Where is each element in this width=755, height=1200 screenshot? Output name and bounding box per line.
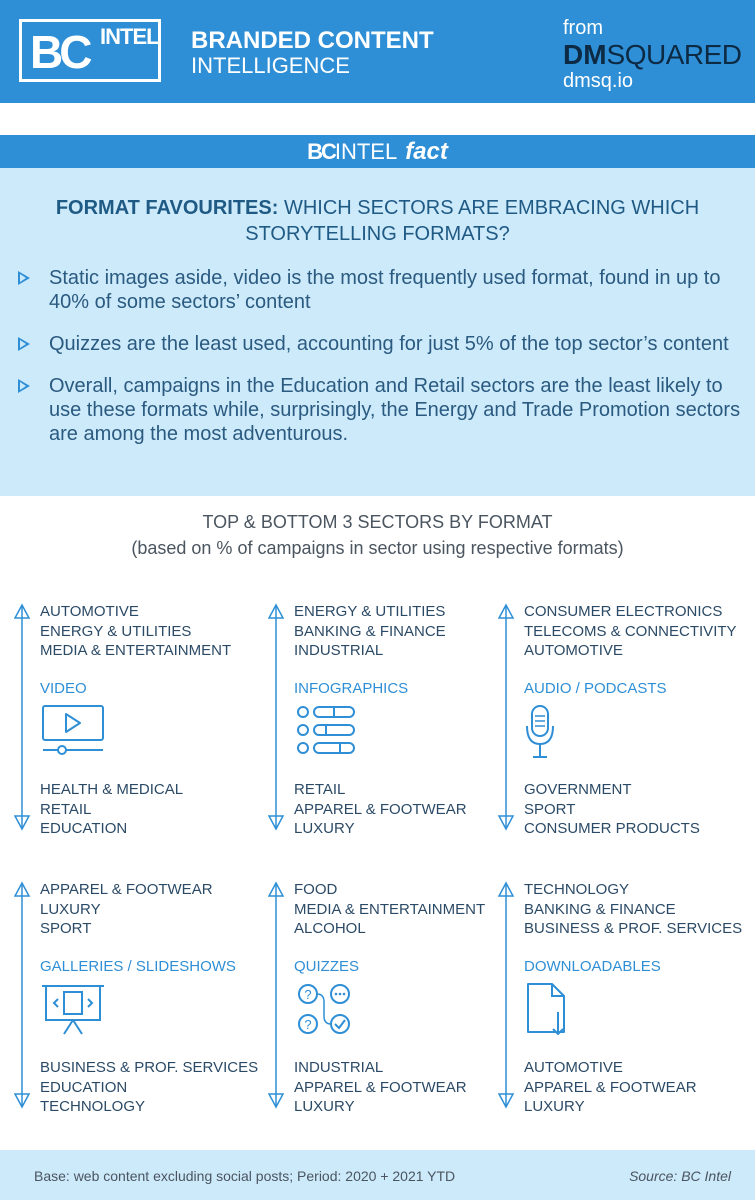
logo-bc-text: BC — [30, 26, 89, 78]
format-cell-video — [14, 602, 254, 842]
sector-item: MEDIA & ENTERTAINMENT — [294, 900, 486, 918]
double-arrow-axis-icon — [14, 602, 38, 842]
site-link[interactable]: dmsq.io — [563, 70, 634, 92]
sector-item: APPAREL & FOOTWEAR — [294, 1078, 467, 1096]
sector-item: APPAREL & FOOTWEAR — [40, 881, 213, 898]
bullet-list — [18, 266, 743, 464]
sector-item: LUXURY — [524, 1098, 585, 1115]
intro-panel — [0, 168, 755, 496]
sector-item: LUXURY — [40, 900, 101, 918]
bottom-sectors-list — [294, 780, 467, 839]
sector-item: EDUCATION — [40, 1078, 128, 1096]
sector-item: RETAIL — [40, 800, 92, 818]
dm-text: DM — [563, 39, 607, 70]
format-label: DOWNLOADABLES — [524, 958, 661, 975]
fact-bar — [0, 135, 755, 168]
sector-item: EDUCATION — [40, 820, 128, 837]
sector-item: ENERGY & UTILITIES — [294, 603, 446, 620]
top-sectors-list — [40, 602, 231, 661]
format-cell-quizzes — [268, 880, 508, 1120]
download-icon — [524, 982, 590, 1038]
double-arrow-axis-icon — [268, 880, 292, 1120]
format-cell-galleries-slideshows — [14, 880, 259, 1120]
sector-item: BUSINESS & PROF. SERVICES — [40, 1059, 259, 1076]
format-cell-infographics — [268, 602, 508, 842]
infographics-icon — [294, 704, 360, 760]
top-sectors-list — [524, 602, 737, 661]
question-bold: FORMAT FAVOURITES: — [55, 197, 279, 219]
header-title: BRANDED CONTENT — [191, 27, 434, 54]
header-subtitle: INTELLIGENCE — [191, 53, 350, 78]
slideshow-icon — [40, 982, 106, 1038]
sector-item: BANKING & FINANCE — [294, 622, 446, 640]
bottom-sectors-list — [40, 780, 183, 839]
format-label: GALLERIES / SLIDESHOWS — [40, 958, 236, 975]
sector-item: TELECOMS & CONNECTIVITY — [524, 622, 737, 640]
fact-bar-intel: INTEL — [334, 139, 398, 164]
double-arrow-axis-icon — [498, 880, 522, 1120]
double-arrow-axis-icon — [498, 602, 522, 842]
sector-item: TECHNOLOGY — [40, 1098, 146, 1115]
sector-item: SPORT — [524, 800, 576, 818]
bottom-sectors-list — [294, 1058, 467, 1117]
source-note: Source: BC Intel — [629, 1168, 731, 1184]
base-note: Base: web content excluding social posts; Period: 2020 + 2021 YTD — [34, 1168, 456, 1184]
bottom-sectors-list — [524, 780, 700, 839]
svg-text:?: ? — [304, 987, 312, 1002]
top-sectors-list — [294, 880, 485, 939]
top-sectors-list — [294, 602, 446, 661]
logo-intel-text: INTEL — [100, 24, 159, 49]
format-label: INFOGRAPHICS — [294, 680, 409, 697]
bullet-item — [18, 332, 743, 356]
sector-item: ENERGY & UTILITIES — [40, 622, 192, 640]
sector-item: MEDIA & ENTERTAINMENT — [40, 642, 232, 659]
bullet-item — [18, 266, 743, 314]
bullet-text: Quizzes are the least used, accounting for just 5% of the top sector’s content — [49, 333, 729, 355]
bottom-sectors-list — [40, 1058, 258, 1117]
sector-item: BANKING & FINANCE — [524, 900, 676, 918]
format-label: VIDEO — [40, 680, 87, 697]
bullet-text: Static images aside, video is the most frequently used format, found in up to 40% of some sectors’ content — [49, 267, 721, 313]
sector-item: CONSUMER PRODUCTS — [524, 820, 700, 837]
sector-item: INDUSTRIAL — [294, 1059, 384, 1076]
format-label: QUIZZES — [294, 958, 360, 975]
format-cell-audio-podcasts — [498, 602, 738, 842]
question-rest: WHICH SECTORS ARE EMBRACING WHICH STORYTELLING FORMATS? — [245, 197, 700, 245]
sector-item: INDUSTRIAL — [294, 642, 384, 659]
format-label: AUDIO / PODCASTS — [524, 680, 667, 697]
footer — [0, 1150, 755, 1200]
bottom-sectors-list — [524, 1058, 697, 1117]
triangle-bullet-icon — [18, 337, 30, 351]
sector-item: APPAREL & FOOTWEAR — [294, 800, 467, 818]
sector-item: TECHNOLOGY — [524, 881, 630, 898]
chart-subtitle: (based on % of campaigns in sector using respective formats) — [131, 538, 624, 558]
sector-item: AUTOMOTIVE — [40, 603, 139, 620]
dm-squared-logo — [563, 40, 742, 70]
squared-text: SQUARED — [606, 39, 742, 70]
sector-item: LUXURY — [294, 820, 355, 837]
from-label: from — [563, 17, 603, 39]
sector-item: AUTOMOTIVE — [524, 1059, 623, 1076]
sector-item: GOVERNMENT — [524, 781, 632, 798]
quiz-icon — [294, 982, 360, 1038]
sector-item: SPORT — [40, 920, 92, 937]
fact-bar-fact: fact — [405, 138, 448, 165]
microphone-icon — [524, 704, 590, 760]
top-sectors-list — [524, 880, 742, 939]
triangle-bullet-icon — [18, 271, 30, 285]
sector-item: ALCOHOL — [294, 920, 366, 937]
svg-text:?: ? — [304, 1017, 312, 1032]
header-banner — [0, 0, 755, 103]
video-icon — [40, 704, 106, 760]
double-arrow-axis-icon — [14, 880, 38, 1120]
sector-item: BUSINESS & PROF. SERVICES — [524, 920, 743, 937]
chart-title: TOP & BOTTOM 3 SECTORS BY FORMAT — [202, 512, 553, 532]
fact-bar-bc: BC — [307, 139, 335, 164]
triangle-bullet-icon — [18, 379, 30, 393]
sector-item: HEALTH & MEDICAL — [40, 781, 184, 798]
bullet-item — [18, 374, 743, 446]
sector-item: CONSUMER ELECTRONICS — [524, 603, 723, 620]
bullet-text: Overall, campaigns in the Education and Retail sectors are the least likely to use these formats while, surprisingly, the Energy and Trade Promotion sectors are among the most adventurous. — [49, 375, 741, 445]
sector-item: APPAREL & FOOTWEAR — [524, 1078, 697, 1096]
sector-item: FOOD — [294, 881, 338, 898]
sector-item: AUTOMOTIVE — [524, 642, 623, 659]
double-arrow-axis-icon — [268, 602, 292, 842]
sector-item: LUXURY — [294, 1098, 355, 1115]
sector-item: RETAIL — [294, 781, 346, 798]
question-heading — [20, 195, 735, 247]
bc-intel-logo — [19, 19, 161, 82]
top-sectors-list — [40, 880, 213, 939]
format-cell-downloadables — [498, 880, 743, 1120]
